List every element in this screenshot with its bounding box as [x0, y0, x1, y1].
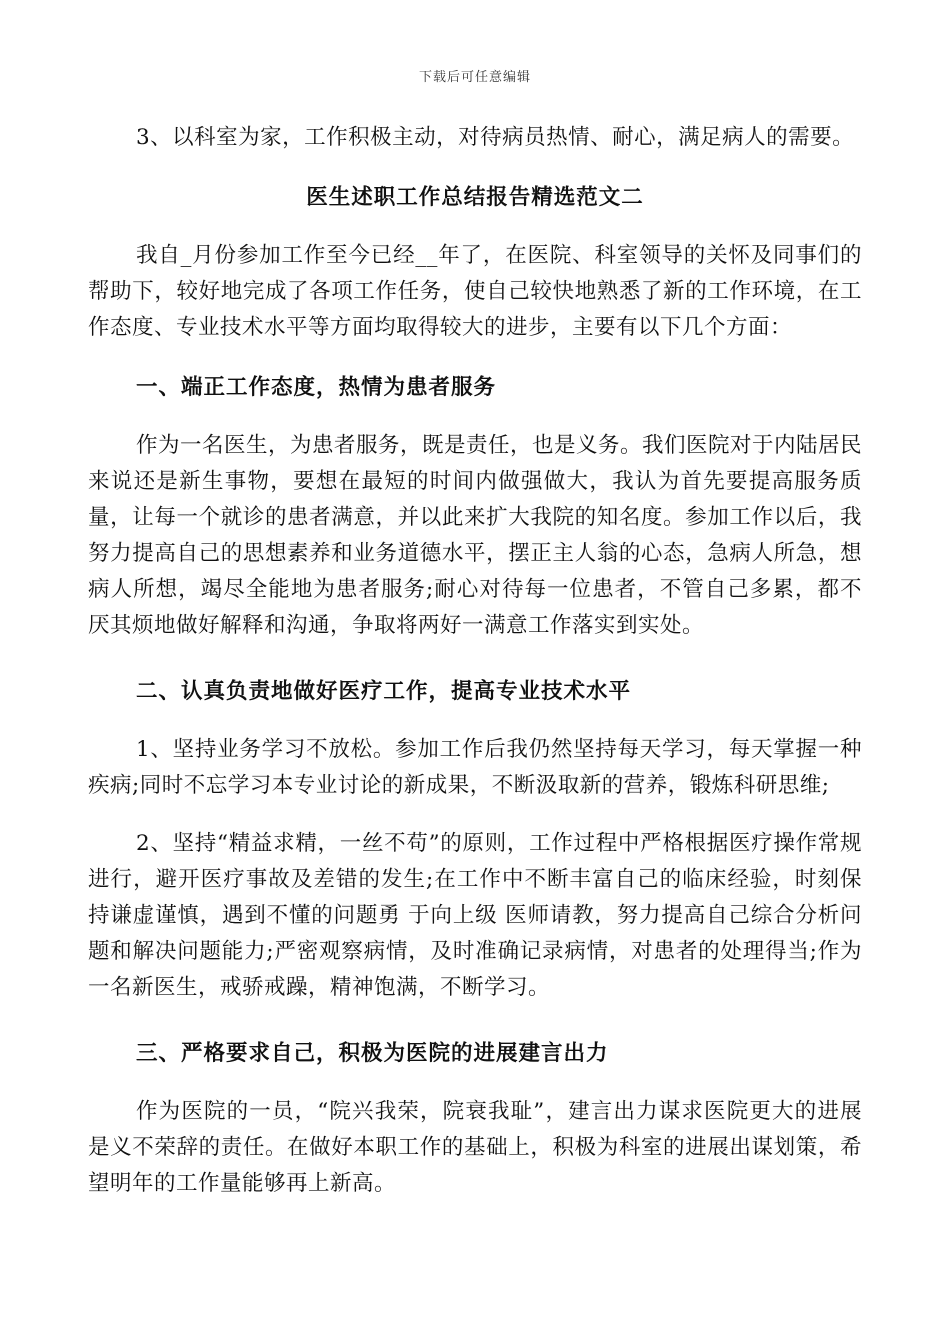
paragraph-item-3: [88, 120, 862, 156]
paragraph-section-1: [88, 428, 862, 644]
paragraph-section-2-item-1-text: 1、坚持业务学习不放松。参加工作后我仍然坚持每天学习，每天掌握一种疾病;同时不忘学习本专业讨论的新成果，不断汲取新的营养，锻炼科研思维;: [88, 737, 862, 798]
paragraph-section-1-text: 作为一名医生，为患者服务，既是责任，也是义务。我们医院对于内陆居民来说还是新生事物，要想在最短的时间内做强做大，我认为首先要提高服务质量，让每一个就诊的患者满意，并以此来扩大我院的知名度。参加工作以后，我努力提高自己的思想素养和业务道德水平，摆正主人翁的心态，急病人所急，想病人所想，竭尽全能地为患者服务;耐心对待每一位患者，不管自己多累，都不厌其烦地做好解释和沟通，争取将两好一满意工作落实到实处。: [88, 433, 863, 638]
paragraph-section-3-text: 作为医院的一员，“院兴我荣，院衰我耻”，建言出力谋求医院更大的进展是义不荣辞的责任。在做好本职工作的基础上，积极为科室的进展出谋划策，希望明年的工作量能够再上新高。: [88, 1099, 862, 1196]
paragraph-section-2-item-1: [88, 732, 862, 804]
paragraph-item-3-text: 3、以科室为家，工作积极主动，对待病员热情、耐心，满足病人的需要。: [136, 125, 855, 150]
paragraph-opening: [88, 238, 862, 346]
paragraph-section-3: [88, 1094, 862, 1202]
section-heading-1: 一、端正工作态度，热情为患者服务: [136, 375, 497, 400]
header-note: 下载后可任意编辑: [418, 70, 531, 85]
section-heading-2: 二、认真负责地做好医疗工作，提高专业技术水平: [136, 679, 632, 704]
paragraph-section-2-item-2-text: 2、坚持“精益求精，一丝不苟”的原则，工作过程中严格根据医疗操作常规进行，避开医疗事故及差错的发生;在工作中不断丰富自己的临床经验，时刻保持谦虚谨慎，遇到不懂的问题勇 于向上级 医师请教，努力提高自己综合分析问题和解决问题能力;严密观察病情，及时准确记录病情，对患者的处理得当;作为一名新医生，戒骄戒躁，精神饱满，不断学习。: [88, 831, 862, 1000]
document-title: 医生述职工作总结报告精选范文二: [306, 185, 644, 210]
paragraph-section-2-item-2: [88, 826, 862, 1006]
section-heading-3: 三、严格要求自己，积极为医院的进展建言出力: [136, 1041, 609, 1066]
paragraph-opening-text: 我自_月份参加工作至今已经__年了，在医院、科室领导的关怀及同事们的帮助下，较好地完成了各项工作任务，使自己较快地熟悉了新的工作环境，在工作态度、专业技术水平等方面均取得较大的进步，主要有以下几个方面：: [88, 243, 862, 340]
